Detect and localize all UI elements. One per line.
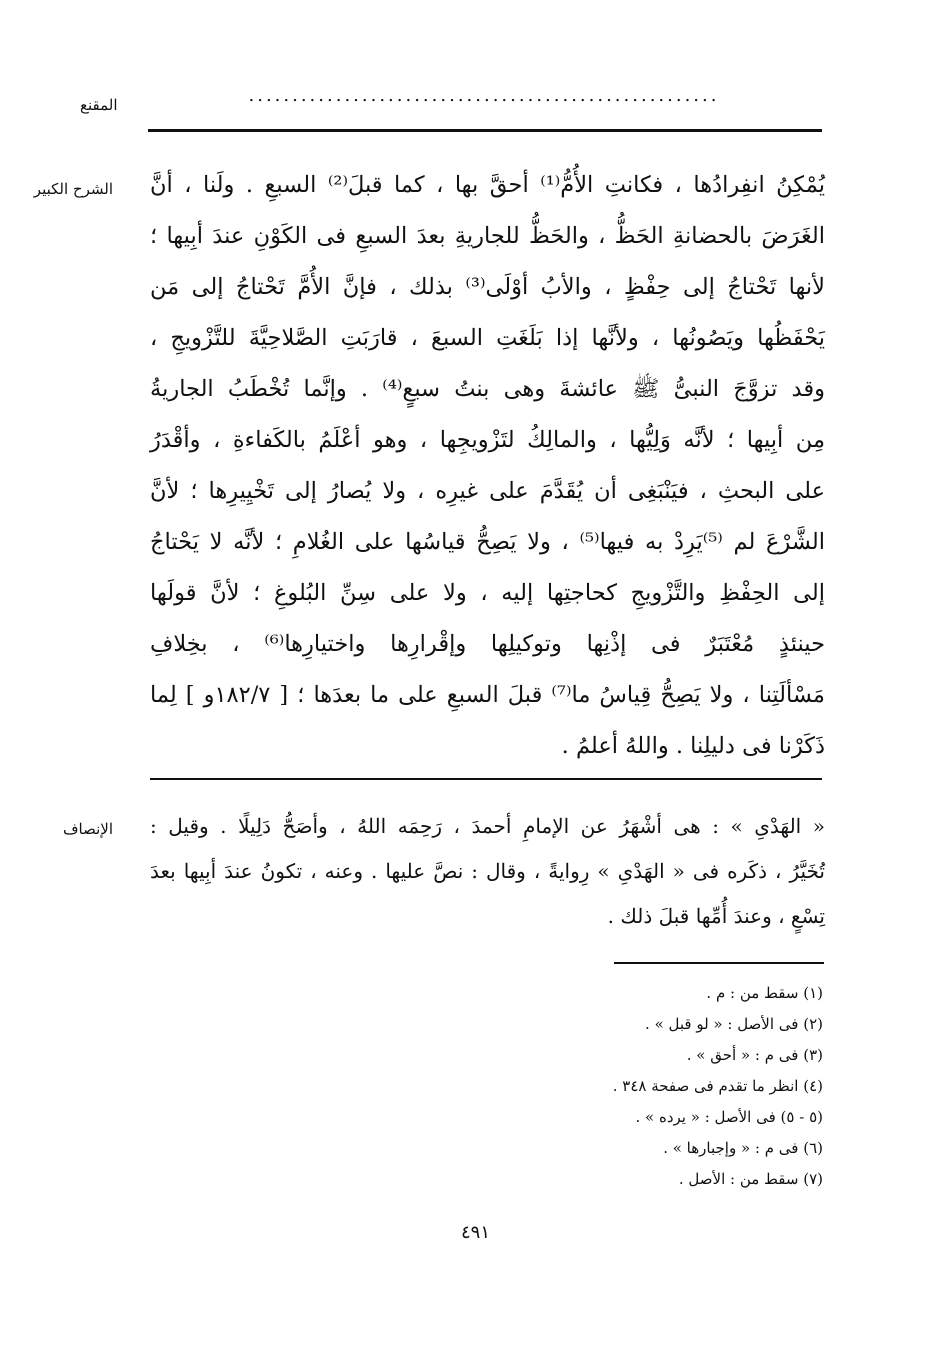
- footnote-item: (٥ - ٥) فى الأصل : « يرده » .: [635, 1108, 823, 1126]
- running-header-title: المقنع: [80, 96, 118, 114]
- text-line: « الهَدْىِ » : هى أشْهَرُ عن الإمامِ أحمدَ ، رَحِمَه اللهُ ، وأصَحُّ دَلِيلًا . وقيل :: [150, 814, 825, 838]
- text-line: يُمْكِنُ انفِرادُها ، فكانتِ الأُمُّ⁽¹⁾ أحقَّ بها ، كما قبلَ⁽²⁾ السبعِ . ولَنا ، أنَّ: [150, 172, 825, 198]
- text-line: لأنها تَحْتاجُ إلى حِفْظٍ ، والأبُ أوْلَى⁽³⁾ بذلك ، فإنَّ الأُمَّ تَحْتاجُ إلى مَن: [150, 274, 826, 300]
- footnote-divider: [614, 962, 824, 964]
- text-line: إلى الحِفْظِ والتَّزْويجِ كحاجتِها إليه ، ولا على سِنِّ البُلوغِ ؛ لأنَّ قولَها: [150, 580, 825, 606]
- sharh-main-text: [150, 160, 825, 772]
- text-line: تُخَيَّرُ ، ذكَره فى « الهَدْىِ » رِوايةً ، وقال : نصَّ عليها . وعنه ، تكونُ عندَ أبِيها بعدَ: [150, 859, 825, 883]
- text-line: يَحْفَظُها ويَصُونُها ، ولأنَّها إذا بَلَغَتِ السبعَ ، قارَبَتِ الصَّلاحِيَّةَ للتَّزْويجِ ،: [150, 325, 825, 351]
- text-line: وقد تزوَّجَ النبىُّ ﷺ عائشةَ وهى بنتُ سبعٍ⁽⁴⁾ . وإنَّما تُخْطَبُ الجاريةُ: [150, 376, 825, 402]
- text-line: على البحثِ ، فيَنْبَغِى أن يُقَدَّمَ على غيرِه ، ولا يُصارُ إلى تَخْيِيرِها ؛ لأنَّ: [150, 478, 825, 504]
- header-rule: [148, 129, 822, 132]
- header-dotted-leader: ......................................................: [248, 86, 720, 106]
- insaf-text: [150, 804, 825, 939]
- text-line: ذَكَرْنا فى دليلِنا . واللهُ أعلمُ .: [561, 733, 825, 759]
- text-line: مَسْألَتِنا ، ولا يَصِحُّ قِياسُ ما⁽⁷⁾ قبلَ السبعِ على ما بعدَها ؛ [ ١٨٢/٧و ] لِما: [150, 682, 825, 708]
- footnote-item: (١) سقط من : م .: [706, 984, 823, 1002]
- text-line: الغَرَضَ بالحضانةِ الحَظُّ ، والحَظُّ للجاريةِ بعدَ السبعِ فى الكَوْنِ عندَ أبِيها ؛: [150, 223, 825, 249]
- side-label-insaf: الإنصاف: [62, 820, 113, 838]
- page-number: ٤٩١: [460, 1222, 490, 1243]
- footnote-item: (٦) فى م : « وإجبارها » .: [663, 1139, 823, 1157]
- text-line: تِسْعٍ ، وعندَ أُمِّها قبلَ ذلك .: [607, 904, 825, 928]
- text-line: الشَّرْعَ لم ⁽⁵⁾يَرِدْ به فيها⁽⁵⁾ ، ولا يَصِحُّ قياسُها على الغُلامِ ؛ لأنَّه لا يَحْتاجُ: [150, 529, 825, 555]
- text-line: حينئذٍ مُعْتَبَرٌ فى إذْنِها وتوكيلِها وإقْرارِها واختيارِها⁽⁶⁾ ، بخِلافِ: [150, 631, 825, 657]
- footnote-item: (٧) سقط من : الأصل .: [678, 1170, 823, 1188]
- footnote-item: (٢) فى الأصل : « لو قبل » .: [645, 1015, 823, 1033]
- footnote-item: (٣) فى م : « أحق » .: [686, 1046, 823, 1064]
- footnotes-list: [483, 978, 823, 1195]
- text-line: مِن أبِيها ؛ لأنَّه وَلِيُّها ، والمالِكُ لتَزْويجِها ، وهو أعْلَمُ بالكَفاءةِ ، وأقْدَرُ: [150, 427, 825, 453]
- section-divider: [150, 778, 822, 780]
- side-label-sharh: الشرح الكبير: [33, 180, 113, 198]
- footnote-item: (٤) انظر ما تقدم فى صفحة ٣٤٨ .: [612, 1077, 823, 1095]
